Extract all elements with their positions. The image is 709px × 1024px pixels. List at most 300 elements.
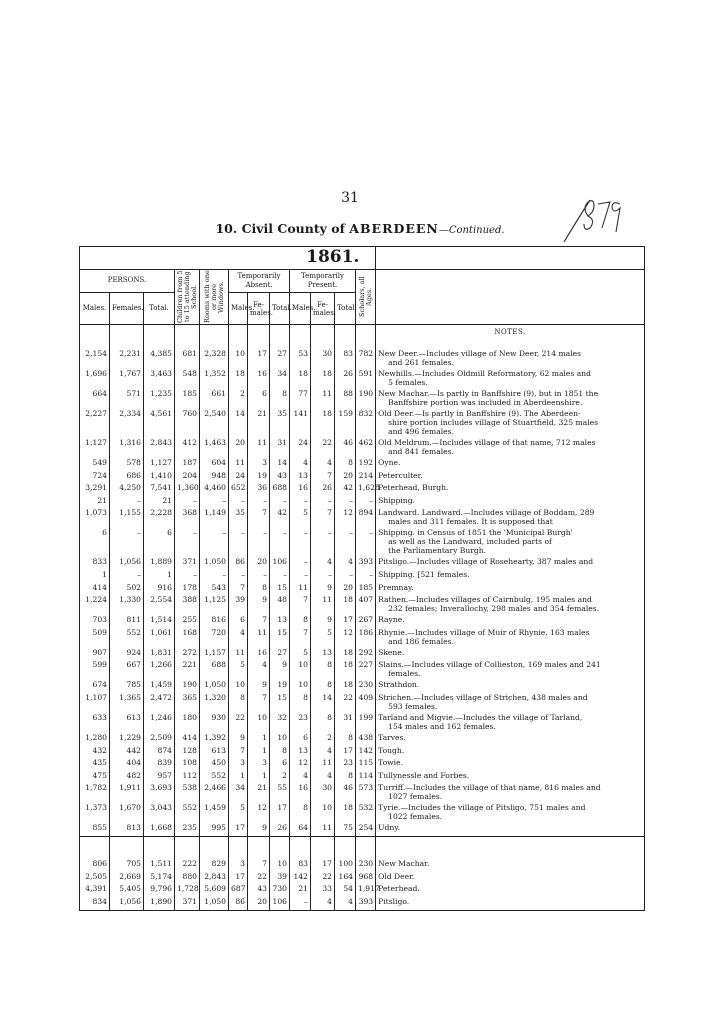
table-cell: 17: [270, 803, 290, 821]
table-cell: 18: [290, 369, 311, 387]
table-cell: 142: [356, 746, 376, 756]
table-cell: 4: [311, 557, 335, 567]
table-cell: 185: [356, 583, 376, 593]
table-cell: 43: [270, 471, 290, 481]
row-note: [376, 771, 645, 781]
table-cell: 832: [356, 409, 376, 436]
row-note: [376, 471, 645, 481]
table-cell: 35: [229, 508, 248, 526]
table-cell: 8: [290, 803, 311, 821]
table-cell: 1,831: [144, 648, 175, 658]
table-cell: 7: [229, 746, 248, 756]
table-cell: 13: [311, 648, 335, 658]
table-cell: 1,127: [144, 458, 175, 468]
table-cell: –: [229, 496, 248, 506]
table-cell: 552: [110, 628, 144, 646]
table-cell: 1,280: [80, 733, 110, 743]
table-cell: 11: [229, 648, 248, 658]
note-line: Slains.—Includes village of Collieston, 169 males and 241: [378, 660, 601, 670]
table-cell: 1,911: [110, 783, 144, 801]
row-note: [376, 628, 645, 646]
table-cell: 2,228: [144, 508, 175, 526]
table-cell: 8: [335, 458, 356, 468]
table-cell: 8: [290, 615, 311, 625]
table-cell: 7: [248, 615, 270, 625]
table-cell: 4: [311, 458, 335, 468]
table-cell: 8: [311, 660, 335, 678]
table-cell: 688: [200, 660, 229, 678]
table-cell: 3: [229, 859, 248, 869]
table-cell: 86: [229, 557, 248, 567]
table-cell: 255: [175, 615, 200, 625]
table-cell: 190: [356, 389, 376, 407]
note-line: Rathen.—Includes villages of Cairnbulg, 195 males and: [378, 595, 592, 605]
table-cell: 17: [248, 349, 270, 367]
table-cell: 1,061: [144, 628, 175, 646]
table-cell: 20: [335, 583, 356, 593]
note-line: Rhynie.—Includes village of Muir of Rhynie, 163 males: [378, 627, 590, 637]
row-note: [376, 557, 645, 567]
note-line: Skene.: [378, 647, 405, 657]
table-cell: 39: [229, 595, 248, 613]
table-cell: 393: [356, 557, 376, 567]
table-row: [80, 803, 645, 821]
table-cell: 23: [335, 758, 356, 768]
note-line: Old Meldrum.—Includes village of that name, 712 males: [378, 438, 596, 447]
table-cell: 388: [175, 595, 200, 613]
table-cell: 4,385: [144, 349, 175, 367]
table-cell: 222: [175, 859, 200, 869]
note-line: Turriff.—Includes the village of that name, 816 males and: [378, 783, 601, 793]
page-number: 31: [341, 190, 359, 206]
note-line: Tough.: [378, 745, 405, 755]
table-cell: 128: [175, 746, 200, 756]
table-cell: 552: [200, 771, 229, 781]
table-cell: 2,505: [80, 872, 110, 882]
page-title: 10. Civil County of ABERDEEN—Continued.: [215, 221, 505, 236]
present-header: Temporarily Present.: [290, 270, 356, 293]
table-cell: 2,154: [80, 349, 110, 367]
table-cell: 23: [290, 713, 311, 731]
table-cell: 192: [356, 458, 376, 468]
table-cell: –: [248, 570, 270, 580]
table-cell: 4: [311, 771, 335, 781]
table-cell: 22: [311, 872, 335, 882]
table-cell: 1,463: [200, 438, 229, 456]
table-cell: 21: [80, 496, 110, 506]
note-line: Strathdon.: [378, 680, 420, 690]
row-note: [376, 746, 645, 756]
table-cell: 180: [175, 713, 200, 731]
table-cell: 20: [248, 557, 270, 567]
absent-males-header: Males.: [229, 293, 248, 325]
table-cell: –: [110, 528, 144, 555]
note-line: New Machar.—Is partly in Banffshire (9), but in 1851 the: [378, 389, 599, 398]
table-cell: 254: [356, 823, 376, 833]
table-cell: –: [200, 496, 229, 506]
table-cell: 230: [356, 859, 376, 869]
table-cell: 15: [270, 583, 290, 593]
table-cell: 578: [110, 458, 144, 468]
table-cell: –: [335, 528, 356, 555]
table-cell: 1,056: [110, 897, 144, 907]
table-cell: 19: [248, 471, 270, 481]
table-cell: 591: [356, 369, 376, 387]
table-cell: 12: [290, 758, 311, 768]
table-cell: 16: [248, 648, 270, 658]
table-cell: 1,511: [144, 859, 175, 869]
table-cell: 681: [175, 349, 200, 367]
table-cell: 16: [290, 483, 311, 493]
table-cell: 664: [80, 389, 110, 407]
table-cell: 1: [229, 771, 248, 781]
table-cell: –: [290, 496, 311, 506]
note-line: Old Deer.: [378, 871, 415, 881]
total-header: Total.: [144, 293, 175, 325]
row-note: [376, 615, 645, 625]
table-cell: 10: [290, 660, 311, 678]
note-line: Premnay.: [378, 582, 414, 592]
table-cell: 86: [229, 897, 248, 907]
note-line: as well as the Landward, included parts of: [388, 537, 552, 547]
table-cell: 7: [248, 508, 270, 526]
table-cell: 1,073: [80, 508, 110, 526]
table-cell: 1,235: [144, 389, 175, 407]
table-row: [80, 693, 645, 711]
table-row: [80, 483, 645, 493]
table-cell: 186: [356, 628, 376, 646]
table-cell: 100: [335, 859, 356, 869]
table-cell: 10: [290, 680, 311, 690]
table-cell: 16: [290, 783, 311, 801]
table-cell: 11: [311, 758, 335, 768]
table-cell: 532: [356, 803, 376, 821]
row-note: [376, 389, 645, 407]
table-cell: 42: [335, 483, 356, 493]
table-cell: 7: [290, 628, 311, 646]
note-line: Pitsligo.: [378, 896, 410, 906]
table-cell: 1,668: [144, 823, 175, 833]
row-note: [376, 823, 645, 833]
table-cell: 2,231: [110, 349, 144, 367]
table-row: [80, 557, 645, 567]
table-cell: 924: [110, 648, 144, 658]
table-cell: 1,316: [110, 438, 144, 456]
row-note: [376, 496, 645, 506]
scholars-header: Scholars, all Ages.: [356, 270, 376, 325]
row-note: [376, 859, 645, 869]
table-cell: –: [270, 496, 290, 506]
table-cell: –: [229, 528, 248, 555]
table-cell: 7: [229, 583, 248, 593]
table-cell: 435: [80, 758, 110, 768]
table-cell: 55: [270, 783, 290, 801]
table-cell: 17: [335, 615, 356, 625]
table-cell: 839: [144, 758, 175, 768]
table-cell: 3,463: [144, 369, 175, 387]
note-line: Shipping. in Census of 1851 the 'Municipal Burgh': [378, 528, 573, 538]
table-cell: 1,352: [200, 369, 229, 387]
note-line: 1022 females.: [388, 812, 443, 822]
note-line: Shipping. [521 females.: [378, 569, 470, 579]
table-cell: 371: [175, 557, 200, 567]
table-cell: 230: [356, 680, 376, 690]
table-cell: 11: [248, 438, 270, 456]
table-cell: –: [175, 570, 200, 580]
table-cell: 1,782: [80, 783, 110, 801]
table-cell: 5: [311, 628, 335, 646]
table-cell: 4: [335, 897, 356, 907]
note-line: Peterhead.: [378, 884, 420, 894]
note-line: Newhills.—Includes Oldmill Reformatory, 62 males and: [378, 369, 592, 378]
table-cell: 5: [229, 660, 248, 678]
row-note: [376, 783, 645, 801]
note-line: 593 females.: [388, 701, 438, 711]
note-line: shire portion includes village of Stuartfield, 325 males: [388, 418, 599, 427]
row-note: [376, 884, 645, 894]
table-cell: 4: [229, 628, 248, 646]
table-cell: 11: [248, 628, 270, 646]
note-line: and 496 females.: [388, 427, 454, 436]
table-cell: 652: [229, 483, 248, 493]
table-cell: 11: [311, 823, 335, 833]
table-cell: 1,050: [200, 680, 229, 690]
persons-header: PERSONS.: [80, 270, 175, 293]
table-cell: 7,541: [144, 483, 175, 493]
table-cell: 20: [335, 471, 356, 481]
table-cell: 77: [290, 389, 311, 407]
table-cell: 75: [335, 823, 356, 833]
table-cell: 829: [200, 859, 229, 869]
table-row: [80, 660, 645, 678]
notes-header: NOTES.: [376, 325, 645, 342]
table-cell: 3: [229, 758, 248, 768]
table-cell: 11: [290, 583, 311, 593]
table-cell: 1,360: [175, 483, 200, 493]
table-cell: 1,696: [80, 369, 110, 387]
table-cell: –: [290, 570, 311, 580]
table-cell: –: [311, 496, 335, 506]
table-cell: 18: [335, 595, 356, 613]
row-note: [376, 660, 645, 678]
females-header: Females.: [110, 293, 144, 325]
table-cell: 64: [290, 823, 311, 833]
table-cell: 806: [80, 859, 110, 869]
note-line: 1027 females.: [388, 792, 443, 802]
table-cell: 509: [80, 628, 110, 646]
table-cell: 18: [311, 409, 335, 436]
table-cell: 613: [110, 713, 144, 731]
table-cell: 548: [175, 369, 200, 387]
table-cell: 412: [175, 438, 200, 456]
table-cell: 221: [175, 660, 200, 678]
table-cell: 1: [80, 570, 110, 580]
table-cell: 1,320: [200, 693, 229, 711]
row-note: [376, 483, 645, 493]
table-cell: 88: [335, 389, 356, 407]
table-row: [80, 570, 645, 580]
table-cell: 18: [335, 803, 356, 821]
table-cell: 10: [270, 733, 290, 743]
handwritten-879-icon: [558, 192, 628, 250]
table-cell: 1,266: [144, 660, 175, 678]
row-note: [376, 713, 645, 731]
table-cell: 10: [229, 680, 248, 690]
table-cell: 613: [200, 746, 229, 756]
table-cell: 5: [290, 508, 311, 526]
note-line: Tarves.: [378, 732, 406, 742]
table-cell: –: [311, 528, 335, 555]
table-cell: 20: [229, 438, 248, 456]
table-cell: 11: [311, 389, 335, 407]
table-cell: 4: [335, 557, 356, 567]
table-cell: 159: [335, 409, 356, 436]
row-note: [376, 648, 645, 658]
table-cell: 2,540: [200, 409, 229, 436]
table-cell: 834: [80, 897, 110, 907]
note-line: 5 females.: [388, 378, 428, 387]
table-cell: 7: [248, 693, 270, 711]
table-row: [80, 713, 645, 731]
table-cell: 5,405: [110, 884, 144, 894]
table-cell: –: [356, 570, 376, 580]
table-cell: 10: [311, 803, 335, 821]
table-cell: 2,843: [200, 872, 229, 882]
table-cell: 214: [356, 471, 376, 481]
row-note: [376, 570, 645, 580]
row-note: [376, 528, 645, 555]
table-cell: 2: [270, 771, 290, 781]
row-note: [376, 409, 645, 436]
table-row: [80, 438, 645, 456]
table-cell: 1,917: [356, 884, 376, 894]
table-cell: 414: [80, 583, 110, 593]
row-note: [376, 438, 645, 456]
note-line: New Deer.—Includes village of New Deer, 214 males: [378, 349, 582, 358]
table-cell: 13: [290, 471, 311, 481]
males-header: Males.: [80, 293, 110, 325]
table-cell: –: [290, 557, 311, 567]
table-cell: 438: [356, 733, 376, 743]
table-cell: 703: [80, 615, 110, 625]
table-cell: 11: [311, 595, 335, 613]
table-cell: 393: [356, 897, 376, 907]
table-cell: 1,890: [144, 897, 175, 907]
table-cell: 1,056: [110, 557, 144, 567]
note-line: Landward. Landward.—Includes village of Boddam, 289: [378, 508, 595, 518]
table-cell: 1,767: [110, 369, 144, 387]
table-cell: 599: [80, 660, 110, 678]
table-cell: 112: [175, 771, 200, 781]
table-cell: 414: [175, 733, 200, 743]
absent-females-header: Fe- males.: [248, 293, 270, 325]
table-row: [80, 595, 645, 613]
table-cell: 1: [248, 733, 270, 743]
row-note: [376, 595, 645, 613]
table-cell: –: [290, 528, 311, 555]
table-cell: 16: [248, 369, 270, 387]
table-cell: 2,472: [144, 693, 175, 711]
table-cell: 667: [110, 660, 144, 678]
table-cell: –: [356, 496, 376, 506]
table-row: [80, 884, 645, 894]
row-note: [376, 680, 645, 690]
table-row: [80, 648, 645, 658]
table-cell: 1,149: [200, 508, 229, 526]
table-cell: 4,391: [80, 884, 110, 894]
table-cell: 543: [200, 583, 229, 593]
table-cell: 1,224: [80, 595, 110, 613]
table-cell: 18: [229, 369, 248, 387]
table-cell: 1,157: [200, 648, 229, 658]
table-cell: 3: [248, 458, 270, 468]
table-cell: 108: [175, 758, 200, 768]
note-line: and 841 females.: [388, 447, 454, 456]
note-line: Udny.: [378, 823, 400, 833]
table-cell: 10: [229, 349, 248, 367]
table-row: [80, 771, 645, 781]
table-cell: 22: [311, 438, 335, 456]
table-row: [80, 349, 645, 367]
table-cell: 604: [200, 458, 229, 468]
table-cell: 462: [356, 438, 376, 456]
table-cell: 1,459: [144, 680, 175, 690]
table-cell: 34: [229, 783, 248, 801]
table-cell: 1,365: [110, 693, 144, 711]
table-cell: 1,392: [200, 733, 229, 743]
table-cell: 142: [290, 872, 311, 882]
note-line: Tyrie.—Includes the village of Pitsligo, 751 males and: [378, 803, 586, 813]
table-row: [80, 528, 645, 555]
table-cell: 53: [290, 349, 311, 367]
table-cell: 1,050: [200, 897, 229, 907]
table-cell: –: [175, 528, 200, 555]
table-cell: 8: [311, 713, 335, 731]
table-cell: 3,043: [144, 803, 175, 821]
table-cell: 14: [229, 409, 248, 436]
table-cell: 185: [175, 389, 200, 407]
table-cell: 19: [270, 680, 290, 690]
table-cell: 4: [248, 660, 270, 678]
table-cell: 1,127: [80, 438, 110, 456]
table-cell: 204: [175, 471, 200, 481]
table-cell: 957: [144, 771, 175, 781]
table-cell: 4,250: [110, 483, 144, 493]
table-cell: 235: [175, 823, 200, 833]
table-cell: 2,669: [110, 872, 144, 882]
table-cell: –: [311, 570, 335, 580]
table-cell: –: [175, 496, 200, 506]
table-cell: –: [248, 528, 270, 555]
census-table: [79, 246, 645, 911]
table-cell: 8: [248, 583, 270, 593]
table-cell: 26: [335, 369, 356, 387]
table-cell: 907: [80, 648, 110, 658]
table-cell: 187: [175, 458, 200, 468]
table-cell: 916: [144, 583, 175, 593]
table-cell: 482: [110, 771, 144, 781]
table-cell: 1,246: [144, 713, 175, 731]
table-cell: 21: [144, 496, 175, 506]
table-cell: 661: [200, 389, 229, 407]
table-cell: 26: [270, 823, 290, 833]
table-cell: 1: [248, 746, 270, 756]
note-line: Old Deer.—Is partly in Banffshire (9). The Aberdeen-: [378, 409, 581, 418]
row-note: [376, 803, 645, 821]
table-cell: 27: [270, 349, 290, 367]
table-cell: 1,728: [175, 884, 200, 894]
table-cell: 1,628: [356, 483, 376, 493]
